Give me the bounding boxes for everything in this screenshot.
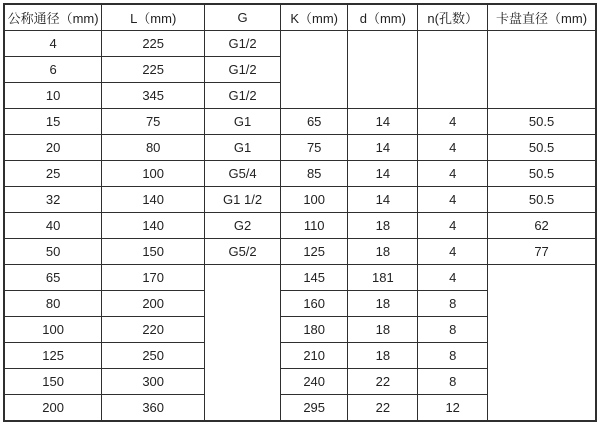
column-header: K（mm) [280, 4, 347, 31]
cell: 50.5 [488, 109, 596, 135]
cell: 50.5 [488, 135, 596, 161]
cell: 8 [418, 369, 488, 395]
column-header: L（mm) [102, 4, 205, 31]
cell: 295 [280, 395, 347, 422]
cell: 4 [418, 109, 488, 135]
cell: 200 [102, 291, 205, 317]
cell: 8 [418, 317, 488, 343]
table-row [4, 31, 596, 57]
column-header: 公称通径（mm) [4, 4, 102, 31]
table-row [4, 265, 596, 291]
cell [418, 31, 488, 109]
cell: 200 [4, 395, 102, 422]
cell: 65 [280, 109, 347, 135]
cell: 210 [280, 343, 347, 369]
cell: G1/2 [205, 83, 281, 109]
cell: 6 [4, 57, 102, 83]
header-row [4, 4, 596, 31]
cell: 40 [4, 213, 102, 239]
cell: 14 [348, 161, 418, 187]
cell: 4 [418, 213, 488, 239]
cell: 250 [102, 343, 205, 369]
cell: 145 [280, 265, 347, 291]
cell: 75 [280, 135, 347, 161]
column-header: d（mm) [348, 4, 418, 31]
cell: 32 [4, 187, 102, 213]
column-header: 卡盘直径（mm) [488, 4, 596, 31]
cell: 75 [102, 109, 205, 135]
table-row [4, 239, 596, 265]
cell: G1/2 [205, 57, 281, 83]
cell: G1 [205, 109, 281, 135]
cell: 10 [4, 83, 102, 109]
cell: 20 [4, 135, 102, 161]
cell: 150 [4, 369, 102, 395]
cell: 14 [348, 109, 418, 135]
cell: 240 [280, 369, 347, 395]
cell: G5/4 [205, 161, 281, 187]
cell: G2 [205, 213, 281, 239]
cell: 4 [418, 265, 488, 291]
cell: 65 [4, 265, 102, 291]
cell: 100 [4, 317, 102, 343]
cell: 77 [488, 239, 596, 265]
cell: 8 [418, 343, 488, 369]
cell: 225 [102, 31, 205, 57]
cell: 8 [418, 291, 488, 317]
cell: 14 [348, 187, 418, 213]
cell: 140 [102, 187, 205, 213]
cell: 4 [418, 135, 488, 161]
cell: 4 [418, 239, 488, 265]
cell: 160 [280, 291, 347, 317]
cell: 50.5 [488, 187, 596, 213]
cell: 80 [102, 135, 205, 161]
dimension-spec-table [3, 3, 597, 422]
cell: 100 [280, 187, 347, 213]
cell [205, 265, 281, 422]
cell: 125 [280, 239, 347, 265]
cell: 220 [102, 317, 205, 343]
table-body [4, 31, 596, 422]
cell: 50.5 [488, 161, 596, 187]
cell [488, 31, 596, 109]
cell: 12 [418, 395, 488, 422]
cell: 4 [418, 187, 488, 213]
table-row [4, 187, 596, 213]
cell [280, 31, 347, 109]
cell: 150 [102, 239, 205, 265]
table-row [4, 161, 596, 187]
cell: 4 [418, 161, 488, 187]
cell: 18 [348, 291, 418, 317]
cell: 50 [4, 239, 102, 265]
cell: 25 [4, 161, 102, 187]
cell: 22 [348, 395, 418, 422]
cell: 14 [348, 135, 418, 161]
cell: 360 [102, 395, 205, 422]
cell: 18 [348, 343, 418, 369]
cell: 15 [4, 109, 102, 135]
cell: 170 [102, 265, 205, 291]
column-header: n(孔数） [418, 4, 488, 31]
cell: 85 [280, 161, 347, 187]
cell: 18 [348, 239, 418, 265]
cell: 22 [348, 369, 418, 395]
cell: 181 [348, 265, 418, 291]
table-row [4, 135, 596, 161]
cell: 345 [102, 83, 205, 109]
table-row [4, 109, 596, 135]
cell [488, 265, 596, 422]
cell: 125 [4, 343, 102, 369]
cell: G1 [205, 135, 281, 161]
cell [348, 31, 418, 109]
cell: G1/2 [205, 31, 281, 57]
cell: 110 [280, 213, 347, 239]
cell: 140 [102, 213, 205, 239]
cell: G5/2 [205, 239, 281, 265]
cell: 225 [102, 57, 205, 83]
cell: 300 [102, 369, 205, 395]
cell: 80 [4, 291, 102, 317]
cell: 18 [348, 213, 418, 239]
cell: 100 [102, 161, 205, 187]
cell: 180 [280, 317, 347, 343]
cell: 62 [488, 213, 596, 239]
table-row [4, 213, 596, 239]
column-header: G [205, 4, 281, 31]
cell: 4 [4, 31, 102, 57]
cell: 18 [348, 317, 418, 343]
cell: G1 1/2 [205, 187, 281, 213]
